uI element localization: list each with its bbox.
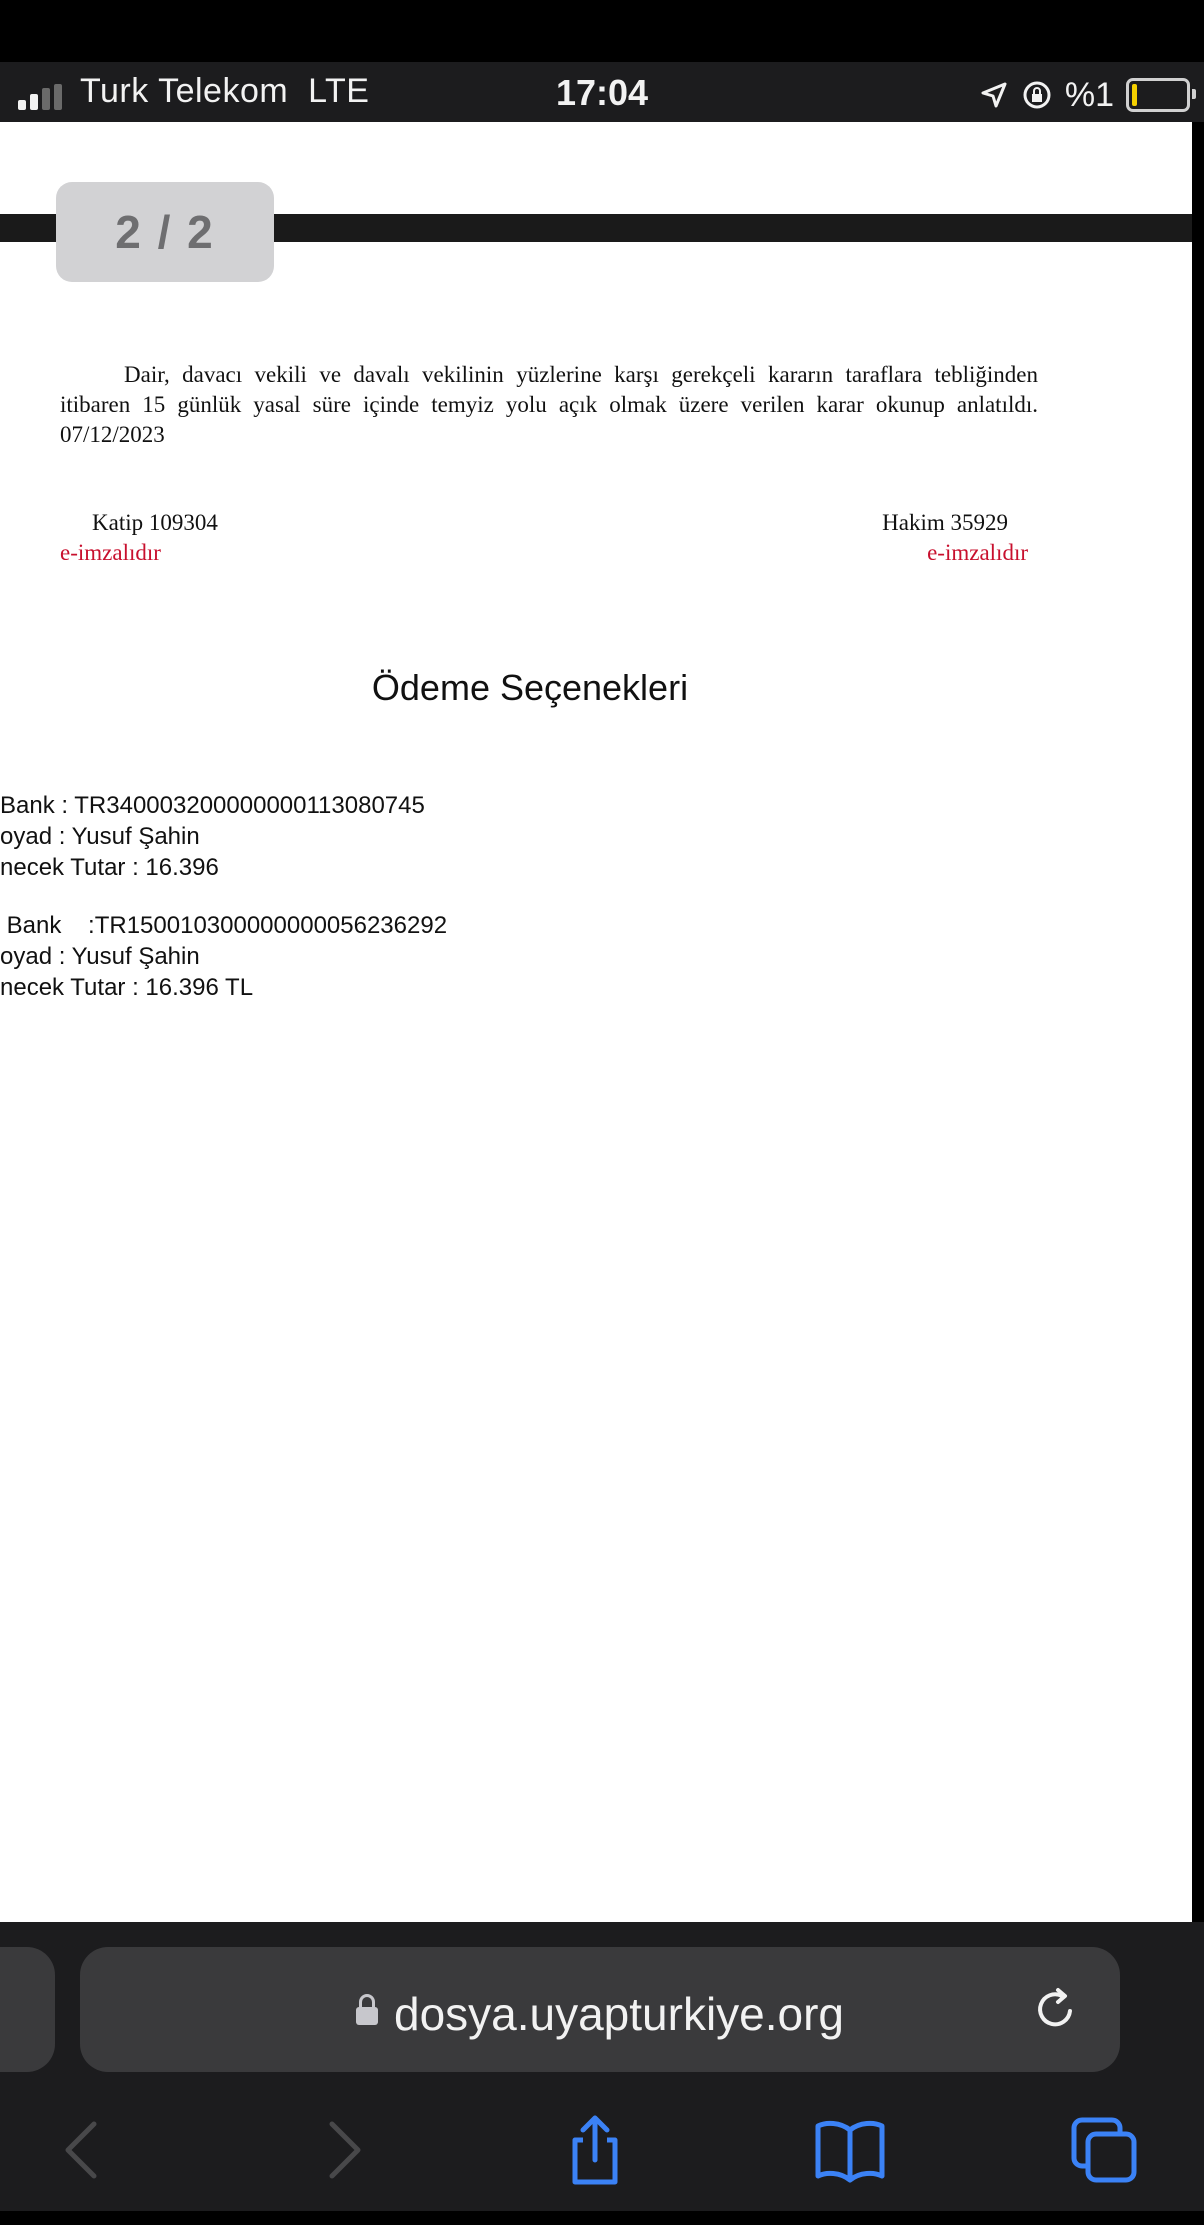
payment-iban: Bank :TR150010300000000056236292 <box>0 912 448 939</box>
clerk-esignature: e-imzalıdır <box>60 540 161 565</box>
status-right-icons <box>979 72 1190 118</box>
url-display[interactable] <box>80 1987 1120 2041</box>
clerk-name: Katip 109304 <box>92 510 218 535</box>
bookmarks-icon[interactable] <box>810 2110 890 2190</box>
payment-option <box>0 790 425 883</box>
previous-tab-pill[interactable] <box>0 1947 55 2072</box>
browser-toolbar <box>0 2100 1204 2210</box>
screen-edge <box>1192 122 1204 1922</box>
status-time: 17:04 <box>555 72 649 113</box>
payment-amount: necek Tutar : 16.396 TL <box>0 974 254 1001</box>
share-icon[interactable] <box>555 2110 635 2190</box>
payment-iban: Bank : TR340003200000000113080745 <box>0 792 425 819</box>
status-bar <box>0 0 1204 122</box>
url-text: dosya.uyapturkiye.org <box>393 1988 845 2040</box>
network-type: LTE <box>308 72 370 110</box>
payment-options-title: Ödeme Seçenekleri <box>371 667 689 708</box>
payment-amount: necek Tutar : 16.396 <box>0 854 219 881</box>
decision-paragraph: Dair, davacı vekili ve davalı vekilinin yüzlerine karşı gerekçeli kararın taraflara tebliğinden itibaren 15 günlük yasal süre içinde temyiz yolu açık olmak üzere verilen karar okunup anlatıldı. 07/12/2023 <box>60 362 1038 447</box>
carrier-name: Turk Telekom <box>80 72 289 110</box>
pdf-page <box>0 122 1192 1922</box>
lock-icon <box>356 2007 378 2025</box>
clerk-signature-block <box>60 508 218 568</box>
orientation-lock-icon <box>1021 79 1053 111</box>
back-icon[interactable] <box>42 2110 122 2190</box>
location-arrow-icon <box>979 80 1009 110</box>
tabs-icon[interactable] <box>1064 2110 1144 2190</box>
payment-name: oyad : Yusuf Şahin <box>0 823 200 850</box>
bottom-bezel <box>0 2211 1204 2225</box>
page-indicator: 2 / 2 <box>56 182 274 282</box>
top-bezel <box>0 0 1204 62</box>
judge-name: Hakim 35929 <box>882 510 1008 535</box>
judge-signature-block <box>882 508 1028 568</box>
browser-bottom-bar <box>0 1922 1204 2225</box>
address-bar[interactable] <box>80 1947 1120 2072</box>
reload-icon[interactable] <box>1028 1981 1084 2037</box>
battery-icon <box>1126 78 1190 112</box>
battery-percent: %1 <box>1064 75 1114 114</box>
forward-icon[interactable] <box>304 2110 384 2190</box>
payment-name: oyad : Yusuf Şahin <box>0 943 200 970</box>
judge-esignature: e-imzalıdır <box>927 540 1028 565</box>
payment-option <box>0 910 447 1003</box>
